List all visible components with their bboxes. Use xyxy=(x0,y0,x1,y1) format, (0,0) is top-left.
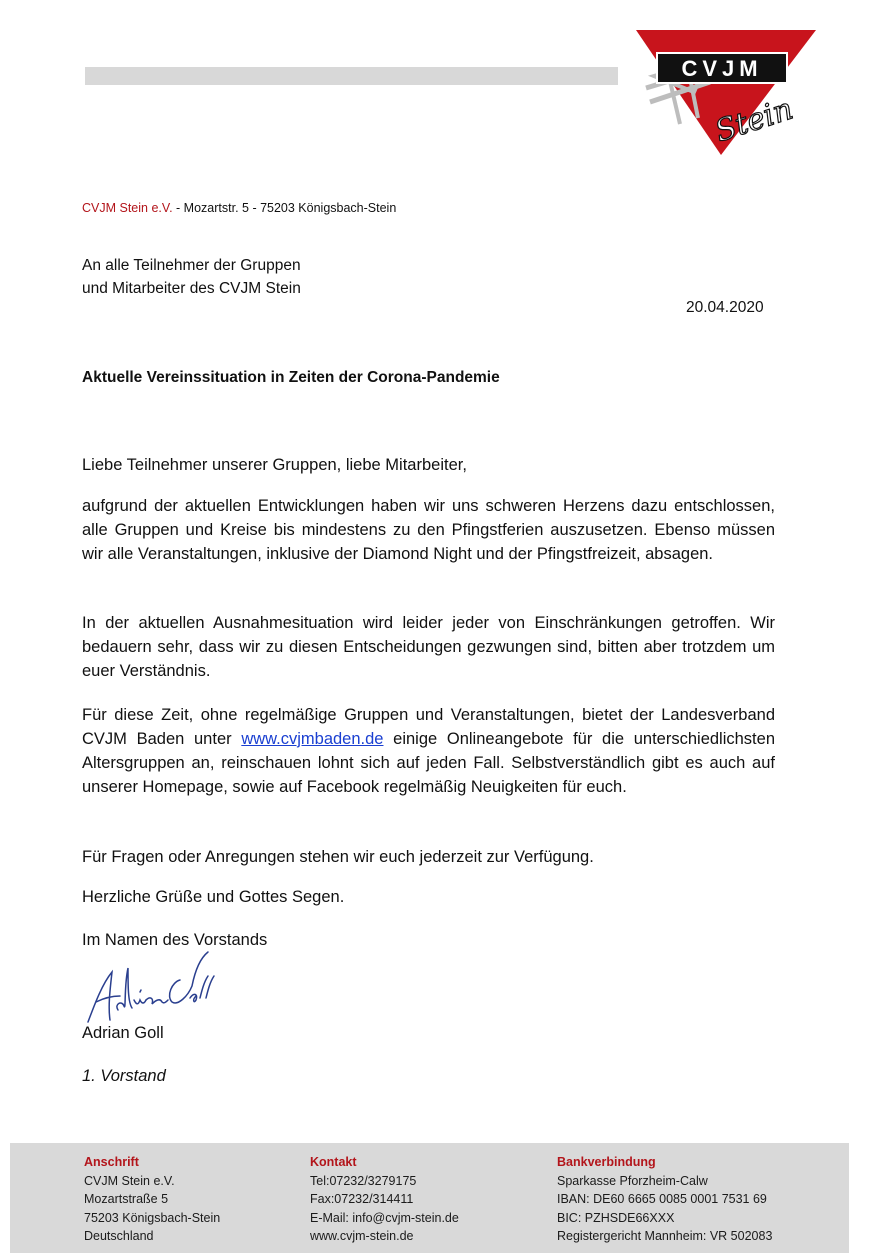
footer-iban: IBAN: DE60 6665 0085 0001 7531 69 xyxy=(557,1192,767,1206)
handwritten-signature xyxy=(80,946,220,1028)
paragraph-3-start: Für diese Zeit, ohne regelmäßige Gruppen und Veranstaltungen, bietet der Landesverband CVJM Baden unter xyxy=(82,706,775,748)
recipient-block xyxy=(82,254,301,300)
footer-fax: Fax:07232/314411 xyxy=(310,1192,414,1206)
footer-address-line: Deutschland xyxy=(84,1229,154,1243)
footer-address-line: CVJM Stein e.V. xyxy=(84,1173,175,1188)
footer-bank-heading: Bankverbindung xyxy=(557,1155,656,1169)
footer-contact-heading: Kontakt xyxy=(310,1155,357,1169)
paragraph-1: aufgrund der aktuellen Entwicklungen haben wir uns schweren Herzens dazu entschlossen, alle Gruppen und Kreise bis mindestens zu den Pfingstferien auszusetzen. Ebenso müssen wir alle Veranstaltungen, inklusive der Diamond Night und der Pfingstfreizeit, absagen. xyxy=(82,497,775,563)
recipient-line-1: An alle Teilnehmer der Gruppen xyxy=(82,257,301,274)
footer-register: Registergericht Mannheim: VR 502083 xyxy=(557,1229,773,1243)
cvjm-stein-logo xyxy=(636,20,816,160)
footer-bank-column xyxy=(557,1153,772,1246)
salutation: Liebe Teilnehmer unserer Gruppen, liebe Mitarbeiter, xyxy=(82,456,467,474)
sender-address: - Mozartstr. 5 - 75203 Königsbach-Stein xyxy=(172,201,397,215)
paragraph-2: In der aktuellen Ausnahmesituation wird leider jeder von Einschränkungen getroffen. Wir bedauern sehr, dass wir zu diesen Entscheidungen gezwungen sind, bitten aber trotzdem um euer Verständnis. xyxy=(82,614,775,680)
footer-bank-name: Sparkasse Pforzheim-Calw xyxy=(557,1173,708,1188)
paragraph-4: Für Fragen oder Anregungen stehen wir euch jederzeit zur Verfügung. xyxy=(82,848,594,866)
footer-address-heading: Anschrift xyxy=(84,1155,139,1169)
footer-phone: Tel:07232/3279175 xyxy=(310,1173,417,1188)
footer-address-line: 75203 Königsbach-Stein xyxy=(84,1210,221,1225)
footer-address-column xyxy=(84,1153,220,1246)
recipient-line-2: und Mitarbeiter des CVJM Stein xyxy=(82,280,301,297)
paragraph-3 xyxy=(82,703,775,799)
signer-name: Adrian Goll xyxy=(82,1024,164,1042)
letter-date: 20.04.2020 xyxy=(686,299,764,316)
paragraph-3-end: einige Onlineangebote für die unterschiedlichsten Altersgruppen an, reinschauen lohnt sich auf jeden Fall. Selbstverständlich gibt es auch auf unserer Homepage, sowie auf Facebook regelmäßig Neuigkeiten für euch. xyxy=(82,730,775,796)
closing-greeting: Herzliche Grüße und Gottes Segen. xyxy=(82,888,345,906)
footer-website: www.cvjm-stein.de xyxy=(310,1229,414,1243)
footer-contact-column xyxy=(310,1153,459,1246)
sender-org: CVJM Stein e.V. xyxy=(82,201,173,215)
footer-email: E-Mail: info@cvjm-stein.de xyxy=(310,1210,459,1225)
signer-role: 1. Vorstand xyxy=(82,1067,166,1085)
on-behalf-line: Im Namen des Vorstands xyxy=(82,931,268,949)
header-grey-bar xyxy=(85,67,618,85)
logo-wordmark: CVJM xyxy=(681,56,763,81)
footer-address-line: Mozartstraße 5 xyxy=(84,1192,169,1206)
letter-subject: Aktuelle Vereinssituation in Zeiten der Corona-Pandemie xyxy=(82,369,500,386)
footer-bic: BIC: PZHSDE66XXX xyxy=(557,1210,675,1225)
letter-footer xyxy=(10,1143,849,1253)
cvjmbaden-link[interactable]: www.cvjmbaden.de xyxy=(241,730,384,748)
sender-line xyxy=(82,201,396,215)
logo-script: Stein xyxy=(711,91,798,150)
